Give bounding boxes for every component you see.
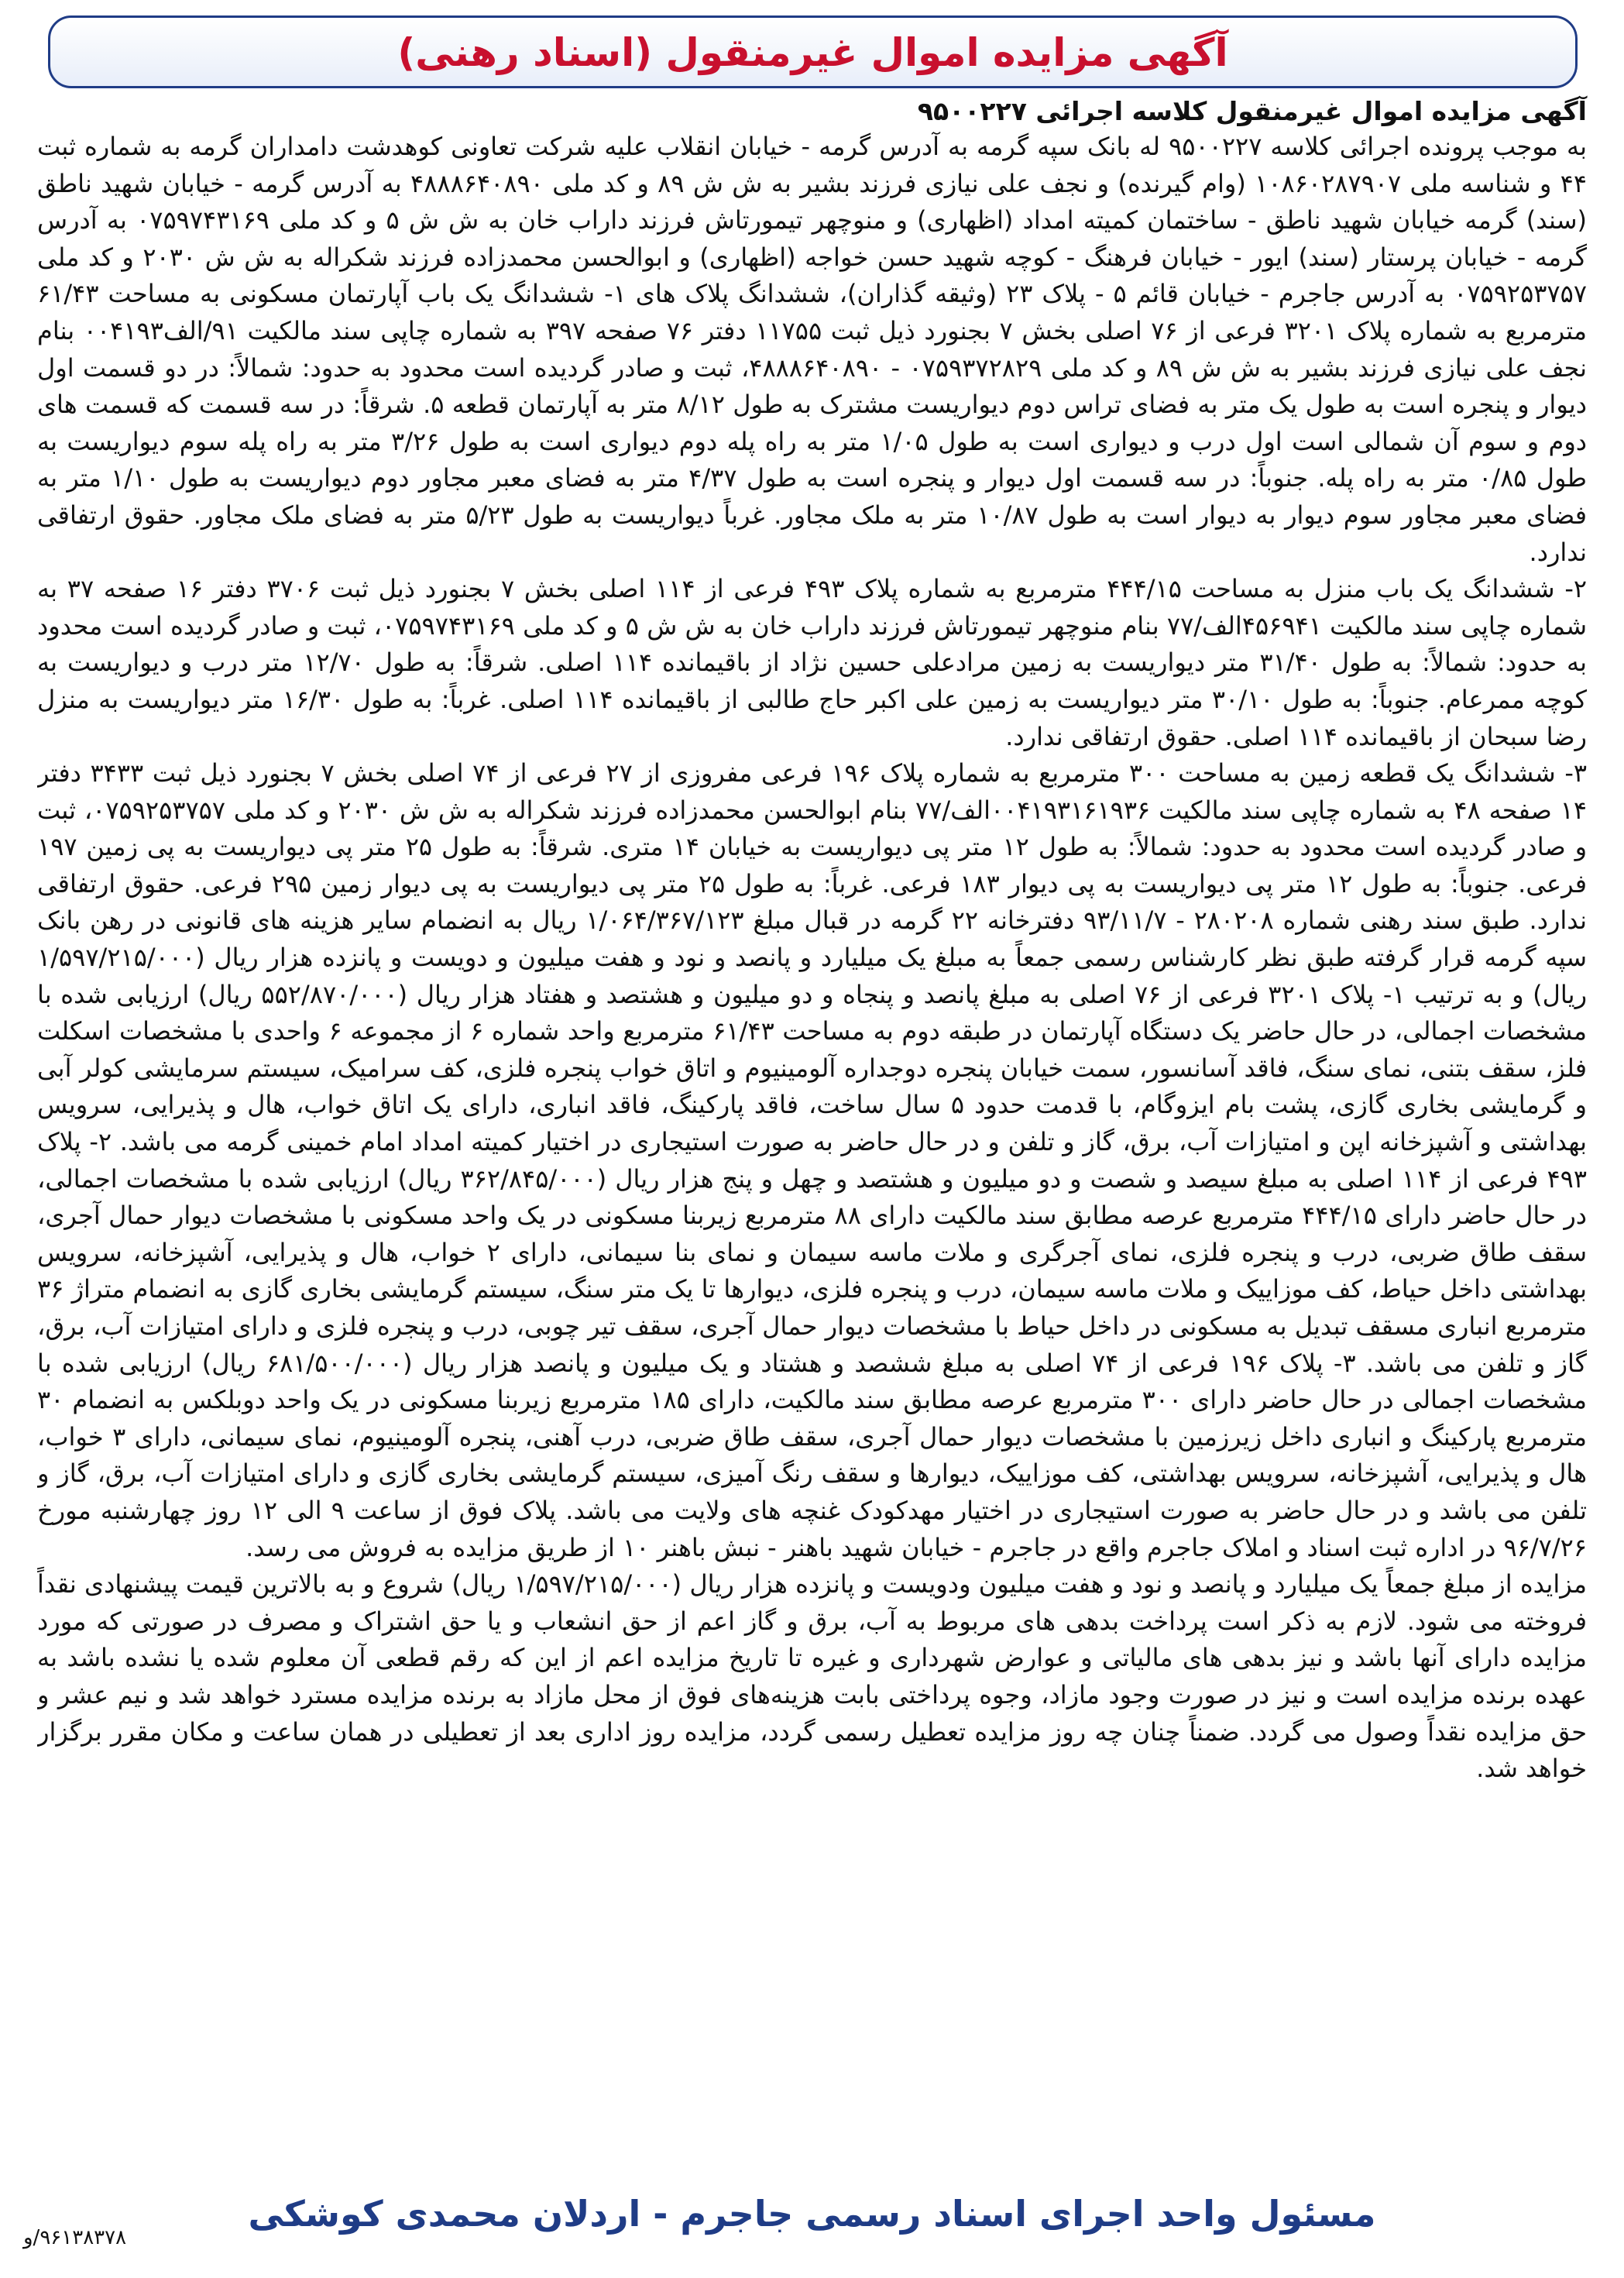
- notice-subtitle: آگهی مزایده اموال غیرمنقول کلاسه اجرائی ۹۵۰۰۲۲۷: [917, 96, 1587, 126]
- body-paragraph-1: به موجب پرونده اجرائی کلاسه ۹۵۰۰۲۲۷ له بانک سپه گرمه به آدرس گرمه - خیابان انقلاب علیه شرکت تعاونی کوهدشت دامداران گرمه به شماره ثبت ۴۴ و شناسه ملی ۱۰۸۶۰۲۸۷۹۰۷ (وام گیرنده) و نجف علی نیازی فرزند بشیر به ش ش ۸۹ و کد ملی ۴۸۸۸۶۴۰۸۹۰ به آدرس گرمه - خیابان شهید ناطق (سند) گرمه خیابان شهید ناطق - ساختمان کمیته امداد (اظهاری) و منوچهر تیمورتاش فرزند داراب خان به ش ش ۵ و کد ملی ۰۷۵۹۷۴۳۱۶۹ به آدرس گرمه - خیابان پرستار (سند) ایور - خیابان فرهنگ - کوچه شهید حسن خواجه (اظهاری) و ابوالحسن محمدزاده فرزند شکراله به ش ش ۲۰۳۰ و کد ملی ۰۷۵۹۲۵۳۷۵۷ به آدرس جاجرم - خیابان قائم ۵ - پلاک ۲۳ (وثیقه گذاران)، ششدانگ پلاک های ۱- ششدانگ یک باب آپارتمان مسکونی به مساحت ۶۱/۴۳ مترمربع به شماره پلاک ۳۲۰۱ فرعی از ۷۶ اصلی بخش ۷ بجنورد ذیل ثبت ۱۱۷۵۵ دفتر ۷۶ صفحه ۳۹۷ به شماره چاپی سند مالکیت ۹۱/الف۰۰۴۱۹۳ بنام نجف علی نیازی فرزند بشیر به ش ش ۸۹ و کد ملی ۰۷۵۹۳۷۲۸۲۹ - ۴۸۸۸۶۴۰۸۹۰، ثبت و صادر گردیده است محدود به حدود: شمالاً: در دو قسمت اول دیوار و پنجره است به طول یک متر به فضای تراس دوم دیواریست مشترک به طول ۸/۱۲ متر به آپارتمان قطعه ۵. شرقاً: در سه قسمت که قسمت های دوم و سوم آن شمالی است اول درب و دیواری است به طول ۱/۰۵ متر به راه پله دوم دیواری است به طول ۳/۲۶ متر به راه پله سوم دیواریست به طول ۰/۸۵ متر به راه پله. جنوباً: در سه قسمت اول دیوار و پنجره است به طول ۴/۳۷ متر به فضای معبر مجاور دوم دیواریست به طول ۱/۱۰ متر به فضای معبر مجاور سوم دیوار به دیوار است به طول ۱۰/۸۷ متر به ملک مجاور. غرباً دیواریست به طول ۵/۲۳ متر به فضای ملک مجاور. حقوق ارتفاقی ندارد.: [37, 132, 1587, 567]
- signature-line: مسئول واحد اجرای اسناد رسمی جاجرم - اردلان محمدی کوشکی: [248, 2193, 1376, 2235]
- reference-code: ۹۶۱۳۸۳۷۸/و: [23, 2226, 127, 2249]
- body-paragraph-2: ۲- ششدانگ یک باب منزل به مساحت ۴۴۴/۱۵ مترمربع به شماره پلاک ۴۹۳ فرعی از ۱۱۴ اصلی بخش ۷ بجنورد ذیل ثبت ۳۷۰۶ دفتر ۱۶ صفحه ۳۷ به شماره چاپی سند مالکیت ۴۵۶۹۴۱الف/۷۷ بنام منوچهر تیمورتاش فرزند داراب خان به ش ش ۵ و کد ملی ۰۷۵۹۷۴۳۱۶۹، ثبت و صادر گردیده است محدود به حدود: شمالاً: به طول ۳۱/۴۰ متر دیواریست به زمین مرادعلی حسین نژاد از باقیمانده ۱۱۴ اصلی. شرقاً: به طول ۱۲/۷۰ متر درب و دیواریست به کوچه ممرعام. جنوباً: به طول ۳۰/۱۰ متر دیواریست به زمین علی اکبر حاج طالبی از باقیمانده ۱۱۴ اصلی. غرباً: به طول ۱۶/۳۰ متر دیواریست به منزل رضا سبحان از باقیمانده ۱۱۴ اصلی. حقوق ارتفاقی ندارد.: [37, 574, 1587, 751]
- body-paragraph-3: ۳- ششدانگ یک قطعه زمین به مساحت ۳۰۰ مترمربع به شماره پلاک ۱۹۶ فرعی مفروزی از ۲۷ فرعی از ۷۴ اصلی بخش ۷ بجنورد ذیل ثبت ۳۴۳۳ دفتر ۱۴ صفحه ۴۸ به شماره چاپی سند مالکیت ۰۰۴۱۹۳۱۶۱۹۳۶الف/۷۷ بنام ابوالحسن محمدزاده فرزند شکراله به ش ش ۲۰۳۰ و کد ملی ۰۷۵۹۲۵۳۷۵۷، ثبت و صادر گردیده است محدود به حدود: شمالاً: به طول ۱۲ متر پی دیواریست به خیابان ۱۴ متری. شرقاً: به طول ۲۵ متر پی دیواریست به پی زمین ۱۹۷ فرعی. جنوباً: به طول ۱۲ متر پی دیواریست به پی دیوار ۱۸۳ فرعی. غرباً: به طول ۲۵ متر پی دیواریست به پی دیوار زمین ۲۹۵ فرعی. حقوق ارتفاقی ندارد. طبق سند رهنی شماره ۲۸۰۲۰۸ - ۹۳/۱۱/۷ دفترخانه ۲۲ گرمه در قبال مبلغ ۱/۰۶۴/۳۶۷/۱۲۳ ریال به انضمام سایر هزینه های قانونی در رهن بانک سپه گرمه قرار گرفته طبق نظر کارشناس رسمی جمعاً به مبلغ یک میلیارد و پانصد و نود و هفت میلیون و دویست و پانزده هزار ریال (۱/۵۹۷/۲۱۵/۰۰۰ ریال) و به ترتیب ۱- پلاک ۳۲۰۱ فرعی از ۷۶ اصلی به مبلغ پانصد و پنجاه و دو میلیون و هشتصد و هفتاد هزار ریال (۵۵۲/۸۷۰/۰۰۰ ریال) ارزیابی شده با مشخصات اجمالی، در حال حاضر یک دستگاه آپارتمان در طبقه دوم به مساحت ۶۱/۴۳ مترمربع واحد شماره ۶ از مجموعه ۶ واحدی با مشخصات اسکلت فلز، سقف بتنی، نمای سنگ، فاقد آسانسور، سمت خیابان پنجره دوجداره آلومینیوم و اتاق خواب پنجره فلزی، کف سرامیک، سیستم سرمایشی کولر آبی و گرمایشی بخاری گازی، پشت بام ایزوگام، با قدمت حدود ۵ سال ساخت، فاقد پارکینگ، فاقد انباری، دارای یک اتاق خواب، هال و پذیرایی، سرویس بهداشتی و آشپزخانه اپن و امتیازات آب، برق، گاز و تلفن و در حال حاضر به صورت استیجاری در اختیار کمیته امداد امام خمینی گرمه می باشد. ۲- پلاک ۴۹۳ فرعی از ۱۱۴ اصلی به مبلغ سیصد و شصت و دو میلیون و هشتصد و چهل و پنج هزار ریال (۳۶۲/۸۴۵/۰۰۰ ریال) ارزیابی شده با مشخصات اجمالی، در حال حاضر دارای ۴۴۴/۱۵ مترمربع عرصه مطابق سند مالکیت دارای ۸۸ مترمربع زیربنا مسکونی در یک واحد مسکونی با مشخصات دیوار حمال آجری، سقف طاق ضربی، درب و پنجره فلزی، نمای آجرگری و ملات ماسه سیمان و نمای بنا سیمانی، دارای ۲ خواب، هال و پذیرایی، آشپزخانه، سرویس بهداشتی داخل حیاط، کف موزاییک و ملات ماسه سیمان، درب و پنجره فلزی، دیوارها تا یک متر سنگ، سیستم گرمایشی بخاری گازی به انضمام متراژ ۳۶ مترمربع انباری مسقف تبدیل به مسکونی در داخل حیاط با مشخصات دیوار حمال آجری، سقف تیر چوبی، درب و پنجره فلزی و دارای امتیازات آب، برق، گاز و تلفن می باشد. ۳- پلاک ۱۹۶ فرعی از ۷۴ اصلی به مبلغ ششصد و هشتاد و یک میلیون و پانصد هزار ریال (۶۸۱/۵۰۰/۰۰۰ ریال) ارزیابی شده با مشخصات اجمالی در حال حاضر دارای ۳۰۰ مترمربع عرصه مطابق سند مالکیت، دارای ۱۸۵ مترمربع زیربنا مسکونی در یک واحد دوبلکس به انضمام ۳۰ مترمربع پارکینگ و انباری داخل زیرزمین با مشخصات دیوار حمال آجری، سقف طاق ضربی، درب آهنی، پنجره آلومینیوم، نمای سیمانی، دارای ۳ خواب، هال و پذیرایی، آشپزخانه، سرویس بهداشتی، کف موزاییک، دیوارها و سقف رنگ آمیزی، سیستم گرمایشی بخاری گازی و دارای امتیازات آب، برق، گاز و تلفن می باشد و در حال حاضر به صورت استیجاری در اختیار مهدکودک غنچه های ولایت می باشد. پلاک فوق از ساعت ۹ الی ۱۲ روز چهارشنبه مورخ ۹۶/۷/۲۶ در اداره ثبت اسناد و املاک جاجرم واقع در جاجرم - خیابان شهید باهنر - نبش باهنر ۱۰ از طریق مزایده به فروش می رسد.: [37, 758, 1587, 1562]
- notice-title: آگهی مزایده اموال غیرمنقول (اسناد رهنی): [397, 30, 1228, 75]
- header-banner: [48, 15, 1578, 88]
- body-paragraph-4: مزایده از مبلغ جمعاً یک میلیارد و پانصد و نود و هفت میلیون ودویست و پانزده هزار ریال (۱/۵۹۷/۲۱۵/۰۰۰ ریال) شروع و به بالاترین قیمت پیشنهادی نقداً فروخته می شود. لازم به ذکر است پرداخت بدهی های مربوط به آب، برق و گاز اعم از حق انشعاب و یا حق اشتراک و مصرف در صورتی که مورد مزایده دارای آنها باشد و نیز بدهی های مالیاتی و عوارض شهرداری و غیره تا تاریخ مزایده اعم از این که رقم قطعی آن معلوم شده یا نشده باشد به عهده برنده مزایده است و نیز در صورت وجود مازاد، وجوه پرداختی بابت هزینه‌های فوق از محل مازاد به برنده مزایده مسترد خواهد شد و نیم عشر و حق مزایده نقداً وصول می گردد. ضمناً چنان چه روز مزایده تعطیل رسمی گردد، مزایده روز اداری بعد از تعطیلی در همان ساعت و مکان مقرر برگزار خواهد شد.: [37, 1569, 1587, 1784]
- notice-body: [37, 129, 1587, 2119]
